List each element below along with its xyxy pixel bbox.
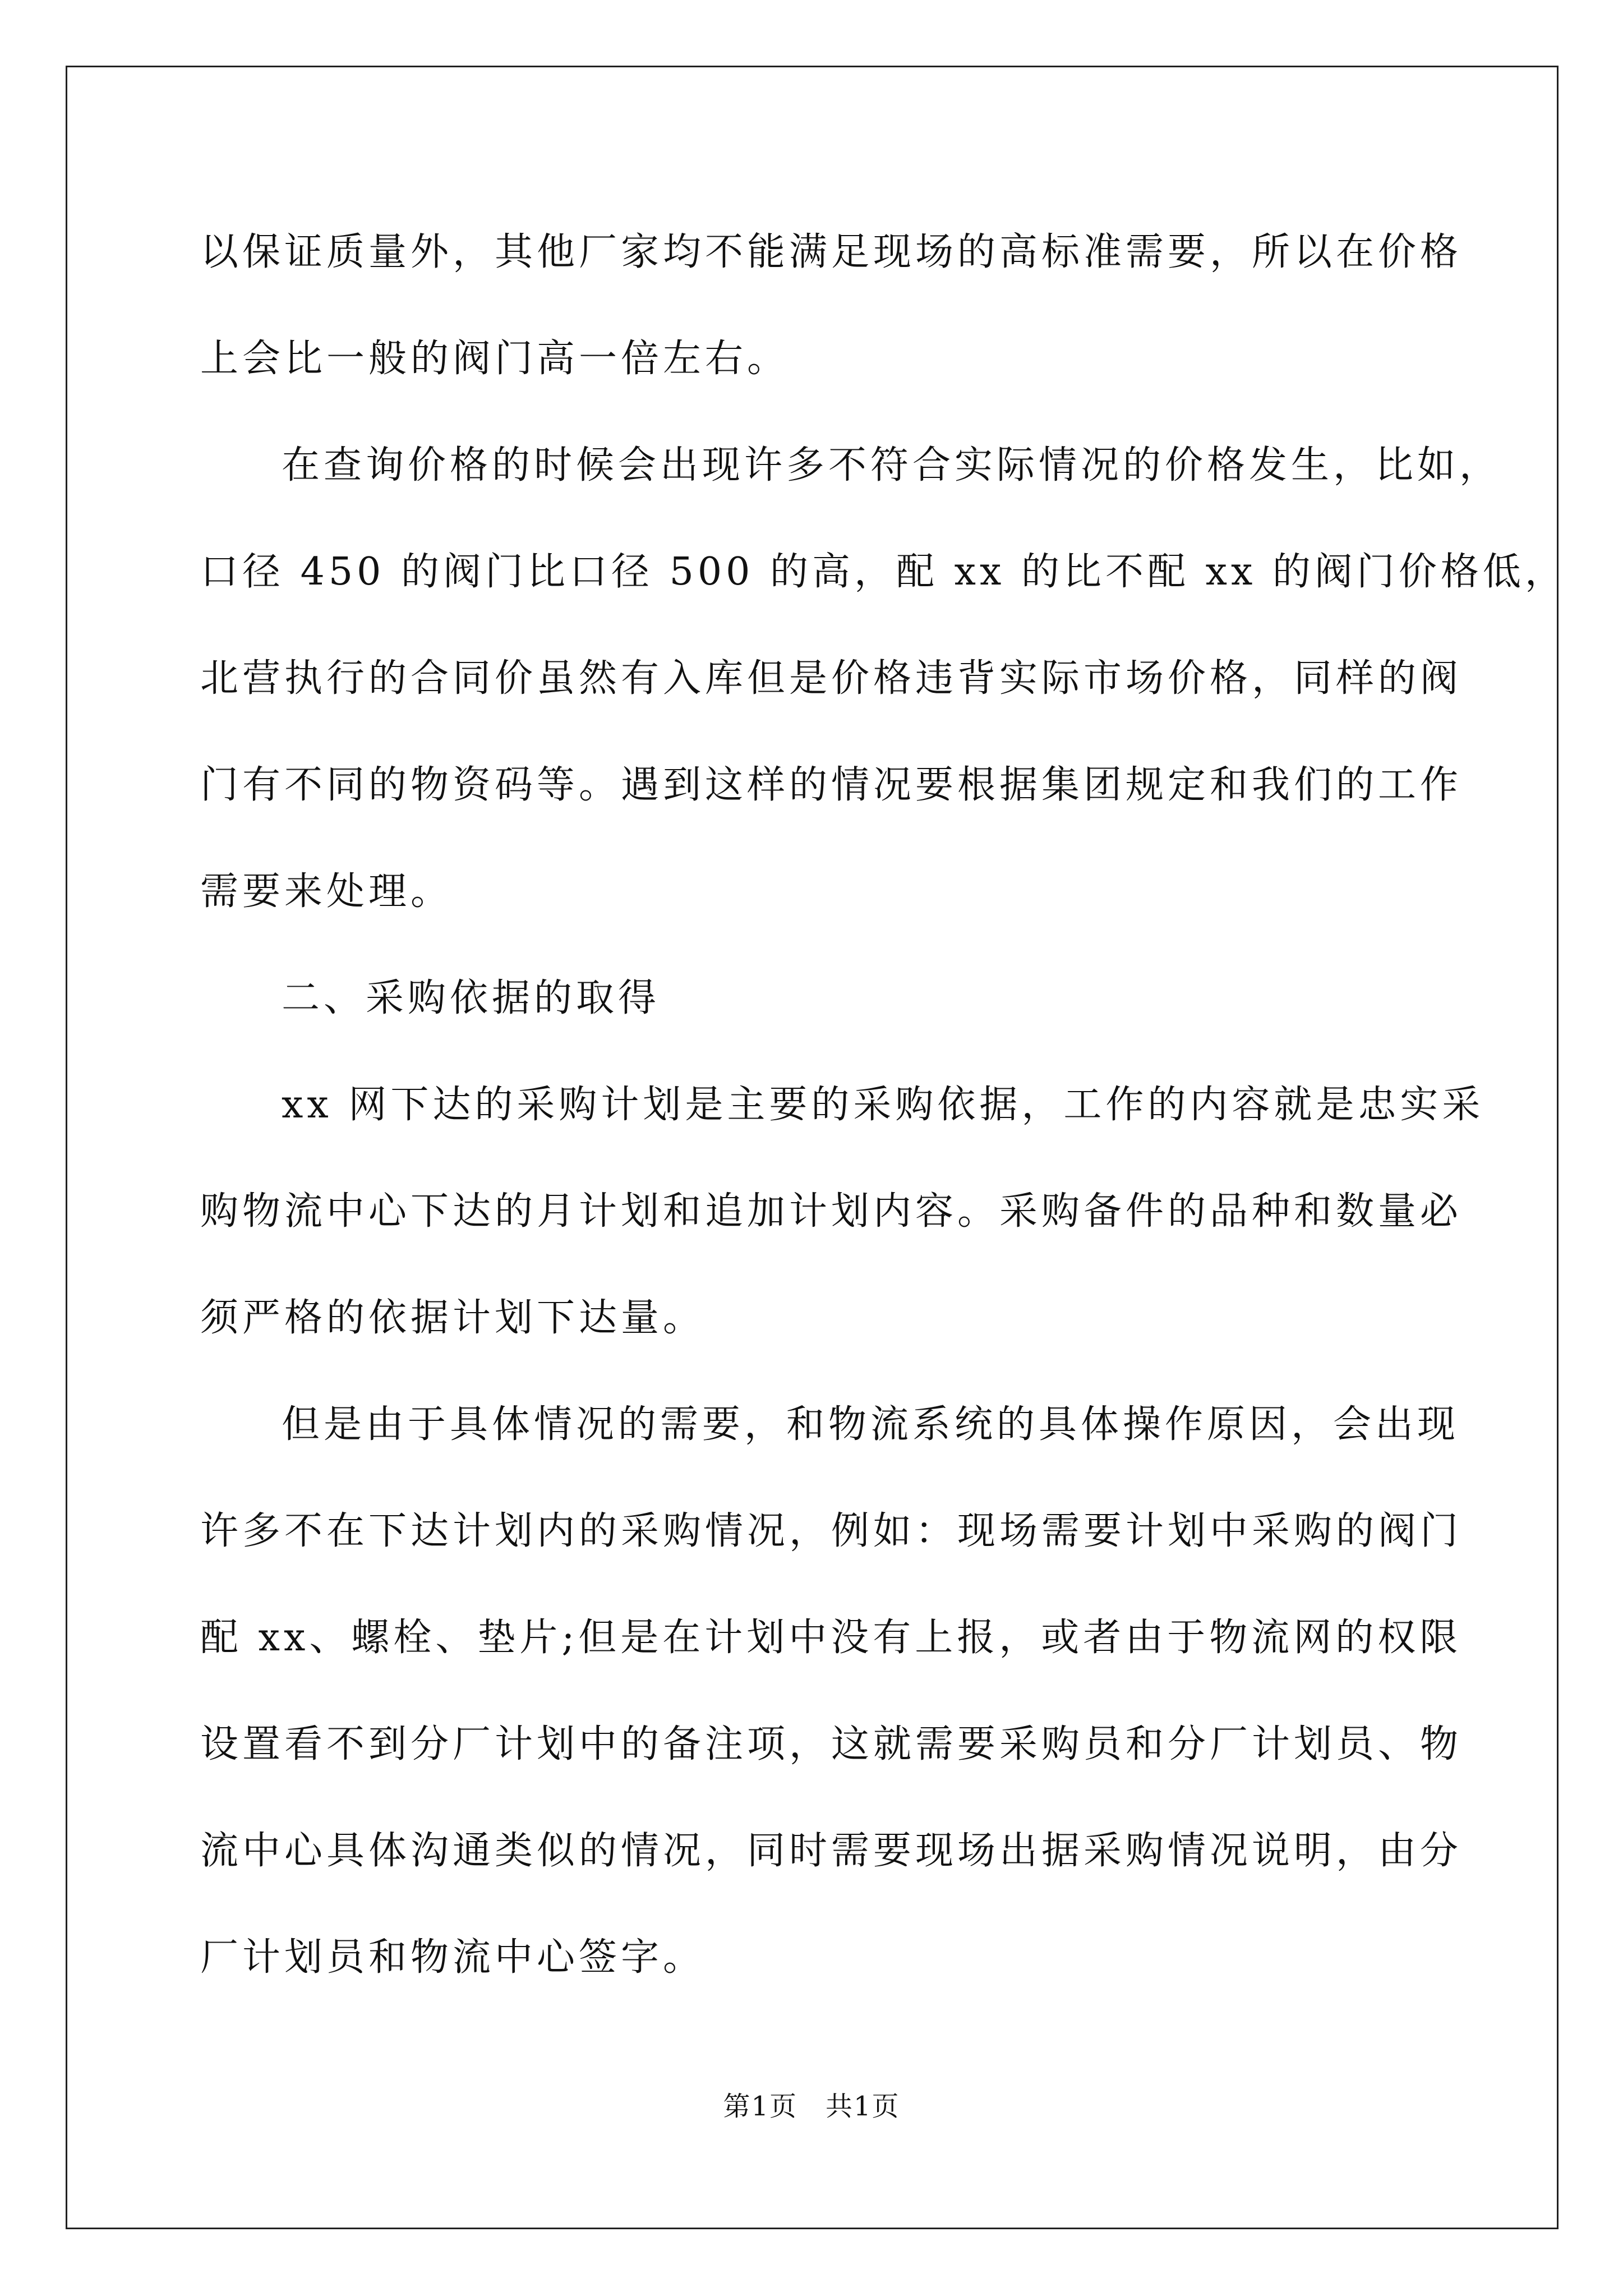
paragraph-2 — [200, 412, 1567, 945]
paragraph-line: 流中心具体沟通类似的情况，同时需要现场出据采购情况说明，由分 — [200, 1829, 1463, 1873]
paragraph-line: 北营执行的合同价虽然有入库但是价格违背实际市场价格，同样的阀 — [200, 656, 1463, 701]
paragraph-line: 许多不在下达计划内的采购情况，例如：现场需要计划中采购的阀门 — [200, 1509, 1463, 1553]
paragraph-line: 上会比一般的阀门高一倍左右。 — [200, 337, 790, 381]
section-heading — [200, 945, 1423, 1052]
paragraph-line: 配 xx、螺栓、垫片;但是在计划中没有上报，或者由于物流网的权限 — [200, 1616, 1462, 1660]
page-number-footer: 第1页 共1页 — [723, 2091, 900, 2122]
paragraph-line: xx 网下达的采购计划是主要的采购依据，工作的内容就是忠实采 — [282, 1083, 1484, 1127]
paragraph-3 — [200, 1052, 1484, 1372]
paragraph-line: 购物流中心下达的月计划和追加计划内容。采购备件的品种和数量必 — [200, 1189, 1463, 1234]
paragraph-line: 门有不同的物资码等。遇到这样的情况要根据集团规定和我们的工作 — [200, 763, 1463, 807]
paragraph-line: 设置看不到分厂计划中的备注项，这就需要采购员和分厂计划员、物 — [200, 1722, 1463, 1766]
paragraph-1 — [200, 199, 1463, 412]
paragraph-4 — [200, 1372, 1463, 2011]
paragraph-line: 口径 450 的阀门比口径 500 的高，配 xx 的比不配 xx 的阀门价格低， — [200, 550, 1567, 594]
paragraph-line: 以保证质量外，其他厂家均不能满足现场的高标准需要，所以在价格 — [200, 230, 1463, 274]
paragraph-line: 厂计划员和物流中心签字。 — [200, 1935, 706, 1980]
section-heading-text: 二、采购依据的取得 — [282, 976, 661, 1020]
paragraph-line: 需要来处理。 — [200, 869, 453, 914]
paragraph-line: 但是由于具体情况的需要，和物流系统的具体操作原因，会出现 — [282, 1402, 1460, 1447]
paragraph-line: 须严格的依据计划下达量。 — [200, 1296, 706, 1340]
paragraph-line: 在查询价格的时候会出现许多不符合实际情况的价格发生，比如， — [282, 443, 1502, 487]
